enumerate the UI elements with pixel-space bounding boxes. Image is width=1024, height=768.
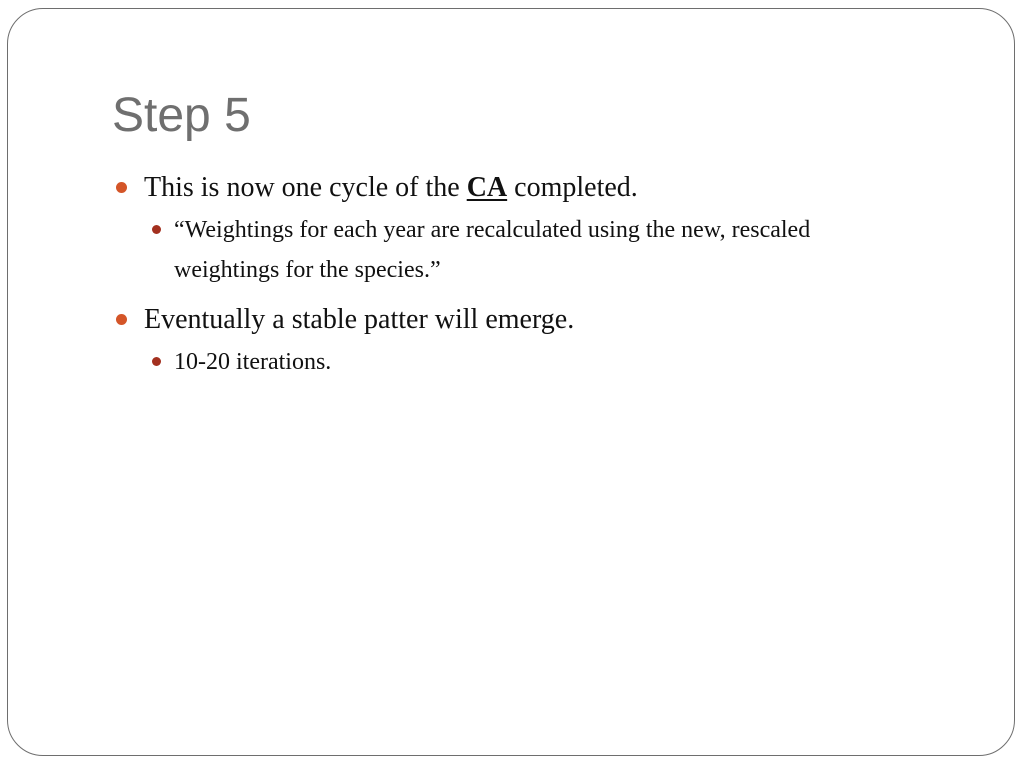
bullet-text-after: completed. [507,172,638,203]
bullet-stable-pattern [112,298,912,342]
slide-title: Step 5 [112,89,251,142]
bullet-dot-icon [116,314,127,325]
slide-content [112,166,912,382]
bullet-text-before: This is now one cycle of the [144,172,467,203]
sub-bullet-weightings-quote [112,210,912,290]
sub-bullet-dot-icon [152,225,161,234]
bullet-dot-icon [116,182,127,193]
sub-bullet-dot-icon [152,357,161,366]
bullet-text: Eventually a stable patter will emerge. [144,304,575,335]
sub-bullet-iterations [112,342,912,382]
sub-bullet-text: “Weightings for each year are recalculated using the new, rescaled weightings for the species.” [174,217,811,283]
bullet-cycle-completed [112,166,912,210]
ca-term-link[interactable]: CA [466,172,508,203]
sub-bullet-text: 10-20 iterations. [174,349,332,375]
